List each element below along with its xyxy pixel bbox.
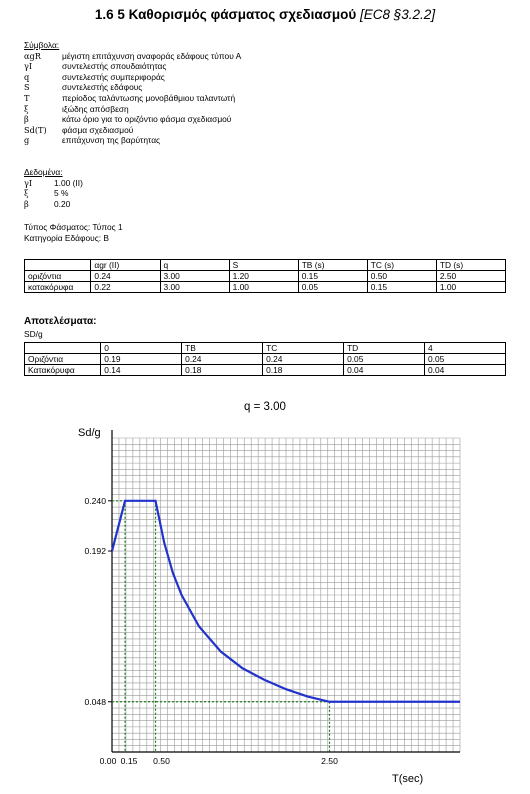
table-header-cell: 4: [425, 343, 506, 354]
table-header-cell: TD (s): [436, 260, 505, 271]
title-text: 1.6 5 Καθορισμός φάσματος σχεδιασμού: [94, 7, 357, 22]
given-value: 1.00 (II): [54, 177, 83, 188]
symbol-description: μέγιστη επιτάχυνση αναφοράς εδάφους τύπου Α: [62, 50, 242, 61]
title-reference: [EC8 §3.2.2]: [360, 7, 436, 22]
table-cell: οριζόντια: [25, 271, 91, 282]
table-cell: 0.05: [344, 354, 425, 365]
symbol-description: συντελεστής συμπεριφοράς: [62, 71, 165, 82]
table-cell: 1.00: [229, 282, 298, 293]
given-symbol: ξ: [24, 188, 29, 199]
given-value: 0.20: [54, 198, 71, 209]
results-heading: Αποτελέσματα:: [24, 316, 97, 327]
table-header-cell: TB: [182, 343, 263, 354]
table-cell: κατακόρυφα: [25, 282, 91, 293]
symbol-name: β: [24, 114, 29, 125]
y-tick-label: 0.240: [84, 495, 106, 506]
table-cell: Οριζόντια: [25, 354, 101, 365]
table-cell: 0.24: [182, 354, 263, 365]
symbol-description: συντελεστής εδάφους: [62, 82, 143, 93]
symbol-name: αgR: [24, 50, 41, 61]
symbol-description: κάτω όριο για το οριζόντιο φάσμα σχεδιασμού: [62, 114, 232, 125]
table-header-cell: q: [160, 260, 229, 271]
given-symbol: β: [24, 198, 29, 209]
table-cell: 0.04: [425, 365, 506, 376]
table-header-cell: 0: [101, 343, 182, 354]
table-cell: 0.15: [298, 271, 367, 282]
table-cell: 1.20: [229, 271, 298, 282]
table-cell: 0.22: [91, 282, 160, 293]
table-cell: 0.15: [367, 282, 436, 293]
table-cell: 0.14: [101, 365, 182, 376]
table-cell: 1.00: [436, 282, 505, 293]
y-tick-label: 0.048: [84, 696, 106, 707]
table-cell: 0.18: [182, 365, 263, 376]
x-tick-label: 0.00: [99, 756, 117, 766]
x-tick-label: 0.15: [120, 756, 138, 766]
table-cell: Κατακόρυφα: [25, 365, 101, 376]
table-header-cell: TB (s): [298, 260, 367, 271]
table-header-cell: TC: [263, 343, 344, 354]
chart-title: q = 3.00: [244, 401, 286, 413]
table-cell: 0.05: [425, 354, 506, 365]
symbol-description: επιτάχυνση της βαρύτητας: [62, 135, 161, 146]
symbol-description: φάσμα σχεδιασμού: [62, 124, 134, 135]
x-axis-label: T(sec): [392, 773, 424, 785]
spectrum-type: Τύπος Φάσματος: Τύπος 1: [24, 222, 123, 232]
symbols-heading: Σύμβολα:: [24, 40, 60, 50]
x-tick-label: 2.50: [321, 756, 338, 766]
given-symbol: γI: [24, 177, 33, 188]
symbol-description: περίοδος ταλάντωσης μονοβάθμιου ταλαντωτή: [62, 92, 236, 103]
y-tick-label: 0.192: [84, 546, 106, 557]
x-tick-label: 0.50: [153, 756, 170, 766]
given-value: 5 %: [54, 188, 69, 199]
table-cell: 0.50: [367, 271, 436, 282]
symbol-description: συντελεστής σπουδαιότητας: [62, 61, 167, 72]
symbol-name: T: [24, 92, 30, 103]
symbol-name: Sd(T): [24, 124, 47, 135]
given-heading: Δεδομένα:: [24, 167, 63, 177]
table-cell: 0.24: [91, 271, 160, 282]
ground-category: Κατηγορία Εδάφους: B: [24, 232, 109, 243]
y-axis-label: Sd/g: [78, 427, 101, 439]
table-header-cell: TC (s): [367, 260, 436, 271]
table-header-cell: S: [229, 260, 298, 271]
symbol-description: ιξώδης απόσβεση: [62, 103, 129, 114]
symbol-name: g: [24, 135, 30, 146]
table-cell: 0.24: [263, 354, 344, 365]
table-header-cell: αgr (II): [91, 260, 160, 271]
symbol-name: q: [24, 71, 30, 82]
table-cell: 2.50: [436, 271, 505, 282]
table-cell: 3.00: [160, 271, 229, 282]
symbol-name: S: [24, 82, 30, 93]
symbol-name: γI: [24, 61, 33, 72]
table-cell: 0.05: [298, 282, 367, 293]
table-cell: 0.19: [101, 354, 182, 365]
table-cell: 3.00: [160, 282, 229, 293]
table-cell: 0.04: [344, 365, 425, 376]
symbol-name: ξ: [24, 103, 29, 114]
results-subheading: SD/g: [24, 329, 43, 339]
table-header-cell: TD: [344, 343, 425, 354]
table-cell: 0.18: [263, 365, 344, 376]
